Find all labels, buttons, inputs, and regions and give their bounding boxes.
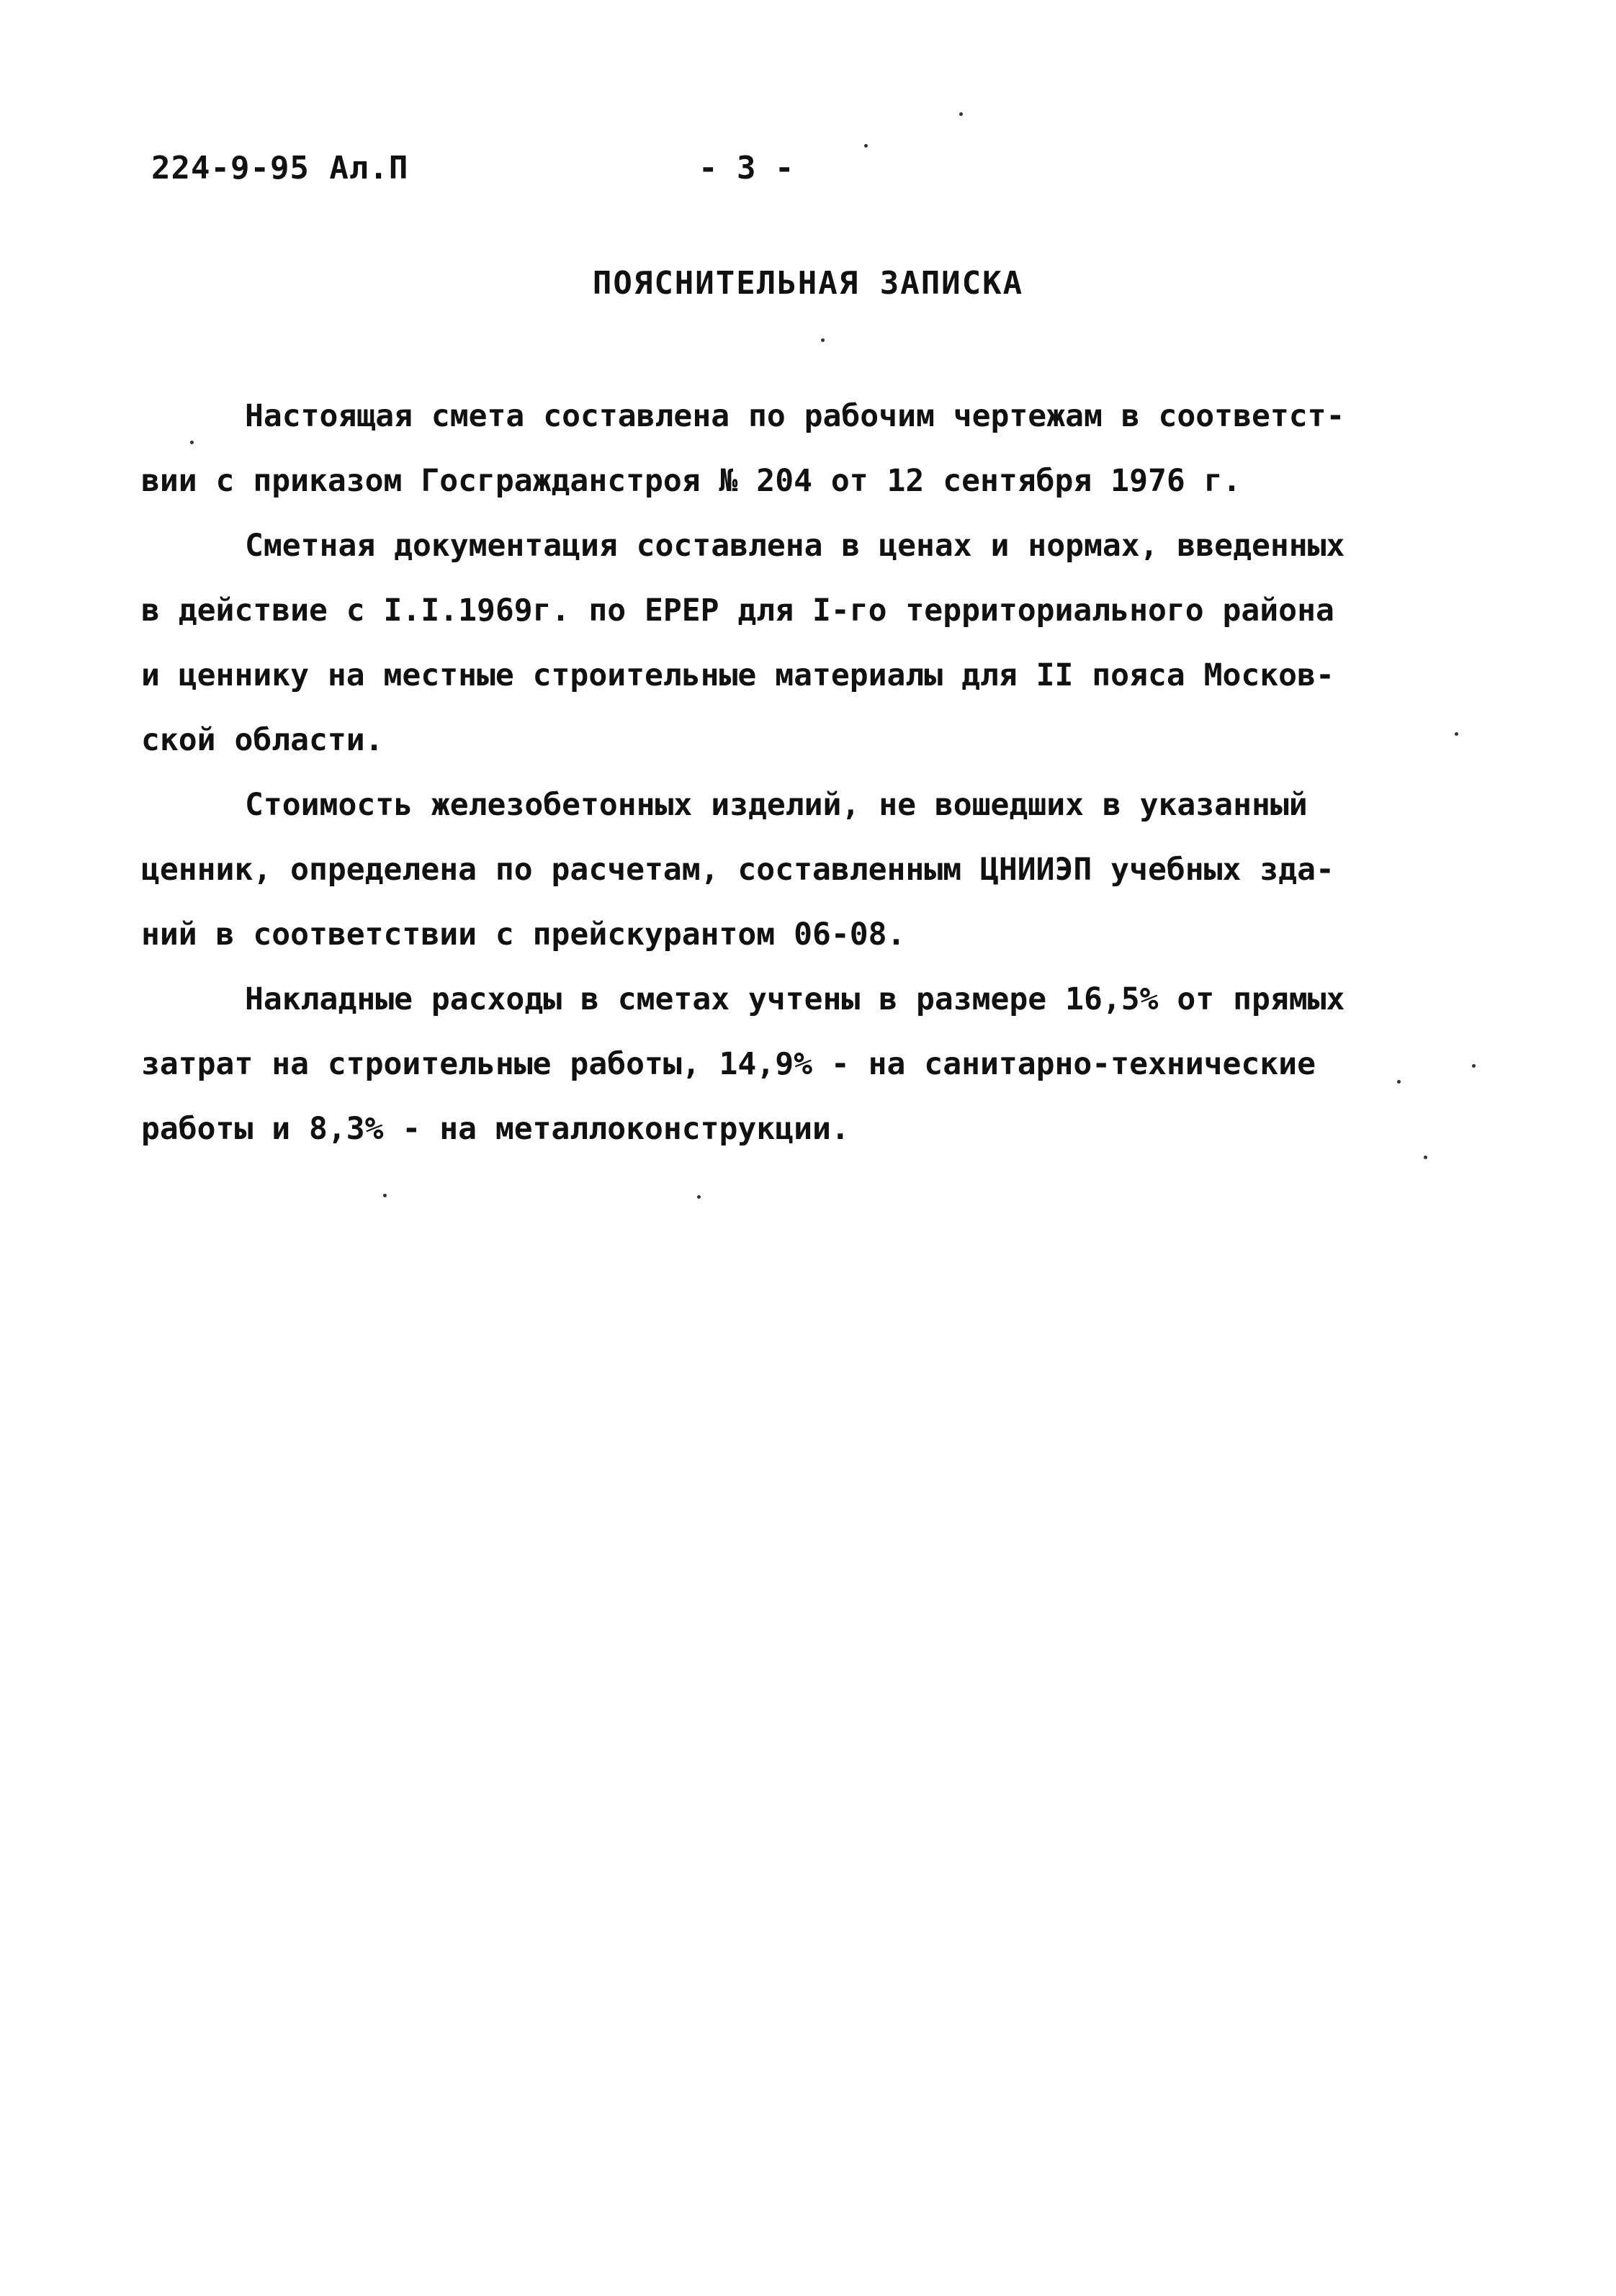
page-number: - 3 - bbox=[699, 150, 794, 186]
text-line: ской области. bbox=[141, 722, 384, 758]
text-line: затрат на строительные работы, 14,9% - на санитарно-технические bbox=[141, 1046, 1316, 1082]
text-line: в действие с I.I.1969г. по ЕРЕР для I-го территориального района bbox=[141, 593, 1334, 629]
text-line: и ценнику на местные строительные материалы для II пояса Москов- bbox=[141, 657, 1334, 693]
scan-speck bbox=[821, 338, 825, 342]
scan-speck bbox=[1472, 1064, 1476, 1068]
text-line: работы и 8,3% - на металлоконструкции. bbox=[141, 1111, 850, 1147]
scan-speck bbox=[959, 112, 963, 116]
text-line: вии с приказом Госгражданстроя № 204 от 12 сентября 1976 г. bbox=[141, 463, 1242, 499]
text-line: Настоящая смета составлена по рабочим чертежам в соответст- bbox=[245, 398, 1345, 434]
text-line: Сметная документация составлена в ценах и нормах, введенных bbox=[245, 528, 1345, 564]
scan-speck bbox=[383, 1194, 387, 1197]
scan-speck bbox=[1455, 732, 1458, 736]
text-line: Накладные расходы в сметах учтены в размере 16,5% от прямых bbox=[245, 981, 1345, 1017]
scan-speck bbox=[1397, 1080, 1401, 1084]
scan-speck bbox=[697, 1195, 701, 1199]
document-code: 224-9-95 Ал.П bbox=[151, 150, 409, 186]
scan-speck bbox=[1424, 1156, 1427, 1159]
scan-speck bbox=[864, 144, 868, 148]
scan-speck bbox=[190, 441, 194, 444]
text-line: ний в соответствии с прейскурантом 06-08. bbox=[141, 917, 906, 953]
text-line: Стоимость железобетонных изделий, не вошедших в указанный bbox=[245, 787, 1308, 823]
text-line: ценник, определена по расчетам, составленным ЦНИИЭП учебных зда- bbox=[141, 852, 1334, 888]
page-title: ПОЯСНИТЕЛЬНАЯ ЗАПИСКА bbox=[592, 265, 1024, 302]
